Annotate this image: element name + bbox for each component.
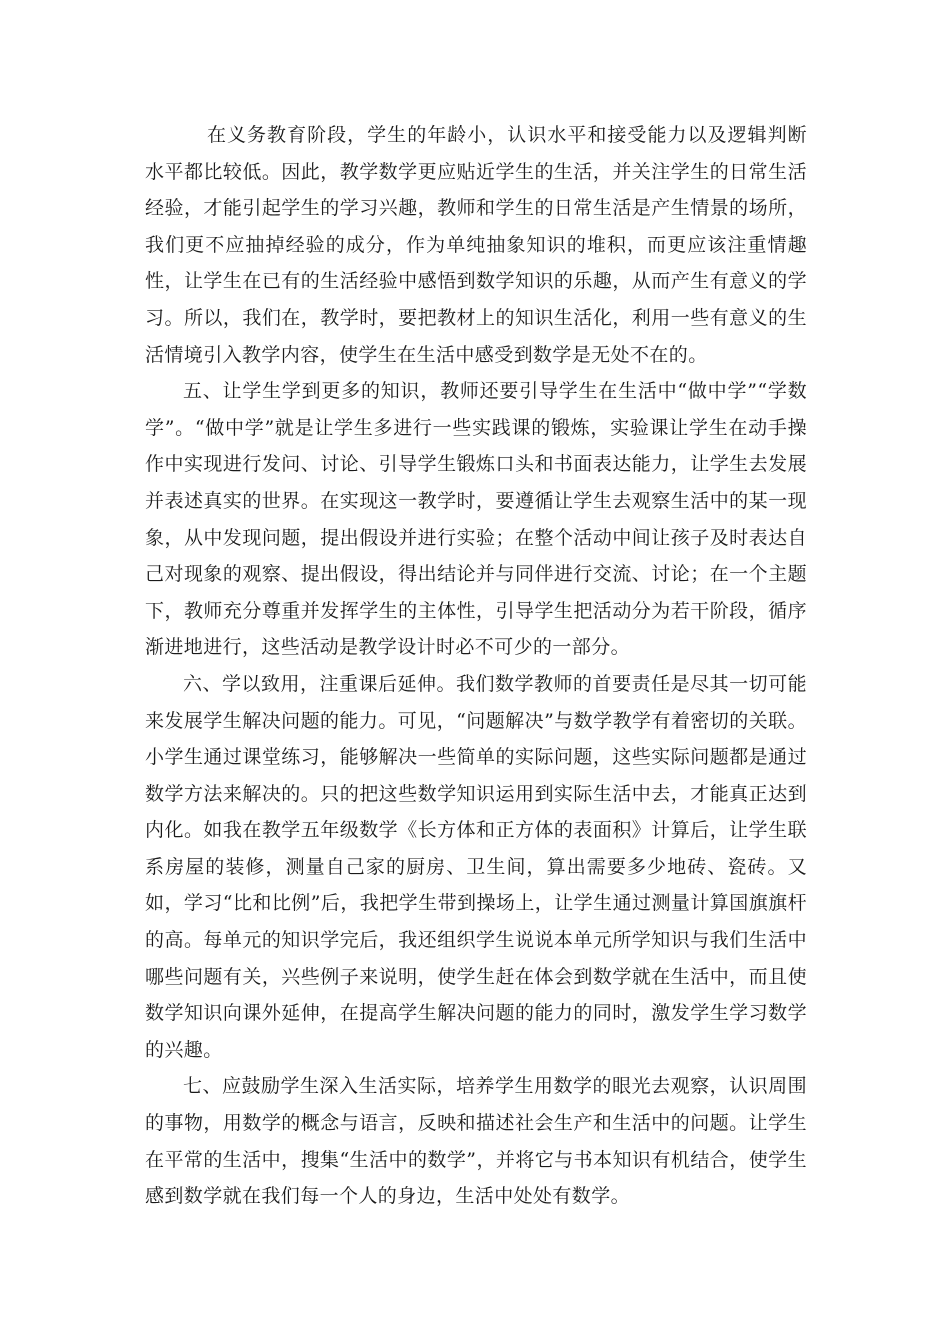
paragraph-intro: 在义务教育阶段，学生的年龄小，认识水平和接受能力以及逻辑判断水平都比较低。因此，教学数学更应贴近学生的生活，并关注学生的日常生活经验，才能引起学生的学习兴趣，教师和学生的日常生活是产生情景的场所，我们更不应抽掉经验的成分，作为单纯抽象知识的堆积，而更应该注重情趣性，让学生在已有的生活经验中感悟到数学知识的乐趣，从而产生有意义的学习。所以，我们在，教学时，要把教材上的知识生活化，利用一些有意义的生活情境引入教学内容，使学生在生活中感受到数学是无处不在的。 xyxy=(145,124,807,366)
document-body xyxy=(145,117,807,1215)
paragraph-seven: 七、应鼓励学生深入生活实际，培养学生用数学的眼光去观察，认识周围的事物，用数学的概念与语言，反映和描述社会生产和生活中的问题。让学生在平常的生活中，搜集“生活中的数学”，并将它与书本知识有机结合，使学生感到数学就在我们每一个人的身边，生活中处处有数学。 xyxy=(145,1075,807,1208)
paragraph-five: 五、让学生学到更多的知识，教师还要引导学生在生活中“做中学”“学数学”。“做中学”就是让学生多进行一些实践课的锻炼，实验课让学生在动手操作中实现进行发问、讨论、引导学生锻炼口头和书面表达能力，让学生去发展并表述真实的世界。在实现这一教学时，要遵循让学生去观察生活中的某一现象，从中发现问题，提出假设并进行实验；在整个活动中间让孩子及时表达自己对现象的观察、提出假设，得出结论并与同伴进行交流、讨论；在一个主题下，教师充分尊重并发挥学生的主体性，引导学生把活动分为若干阶段，循序渐进地进行，这些活动是教学设计时必不可少的一部分。 xyxy=(145,380,807,659)
paragraph-six: 六、学以致用，注重课后延伸。我们数学教师的首要责任是尽其一切可能来发展学生解决问题的能力。可见，“问题解决”与数学教学有着密切的关联。小学生通过课堂练习，能够解决一些简单的实际问题，这些实际问题都是通过数学方法来解决的。只的把这些数学知识运用到实际生活中去，才能真正达到内化。如我在教学五年级数学《长方体和正方体的表面积》计算后，让学生联系房屋的装修，测量自己家的厨房、卫生间，算出需要多少地砖、瓷砖。又如，学习“比和比例”后，我把学生带到操场上，让学生通过测量计算国旗旗杆的高。每单元的知识学完后，我还组织学生说说本单元所学知识与我们生活中哪些问题有关，兴些例子来说明，使学生赶在体会到数学就在生活中，而且使数学知识向课外延伸，在提高学生解决问题的能力的同时，激发学生学习数学的兴趣。 xyxy=(145,672,807,1061)
